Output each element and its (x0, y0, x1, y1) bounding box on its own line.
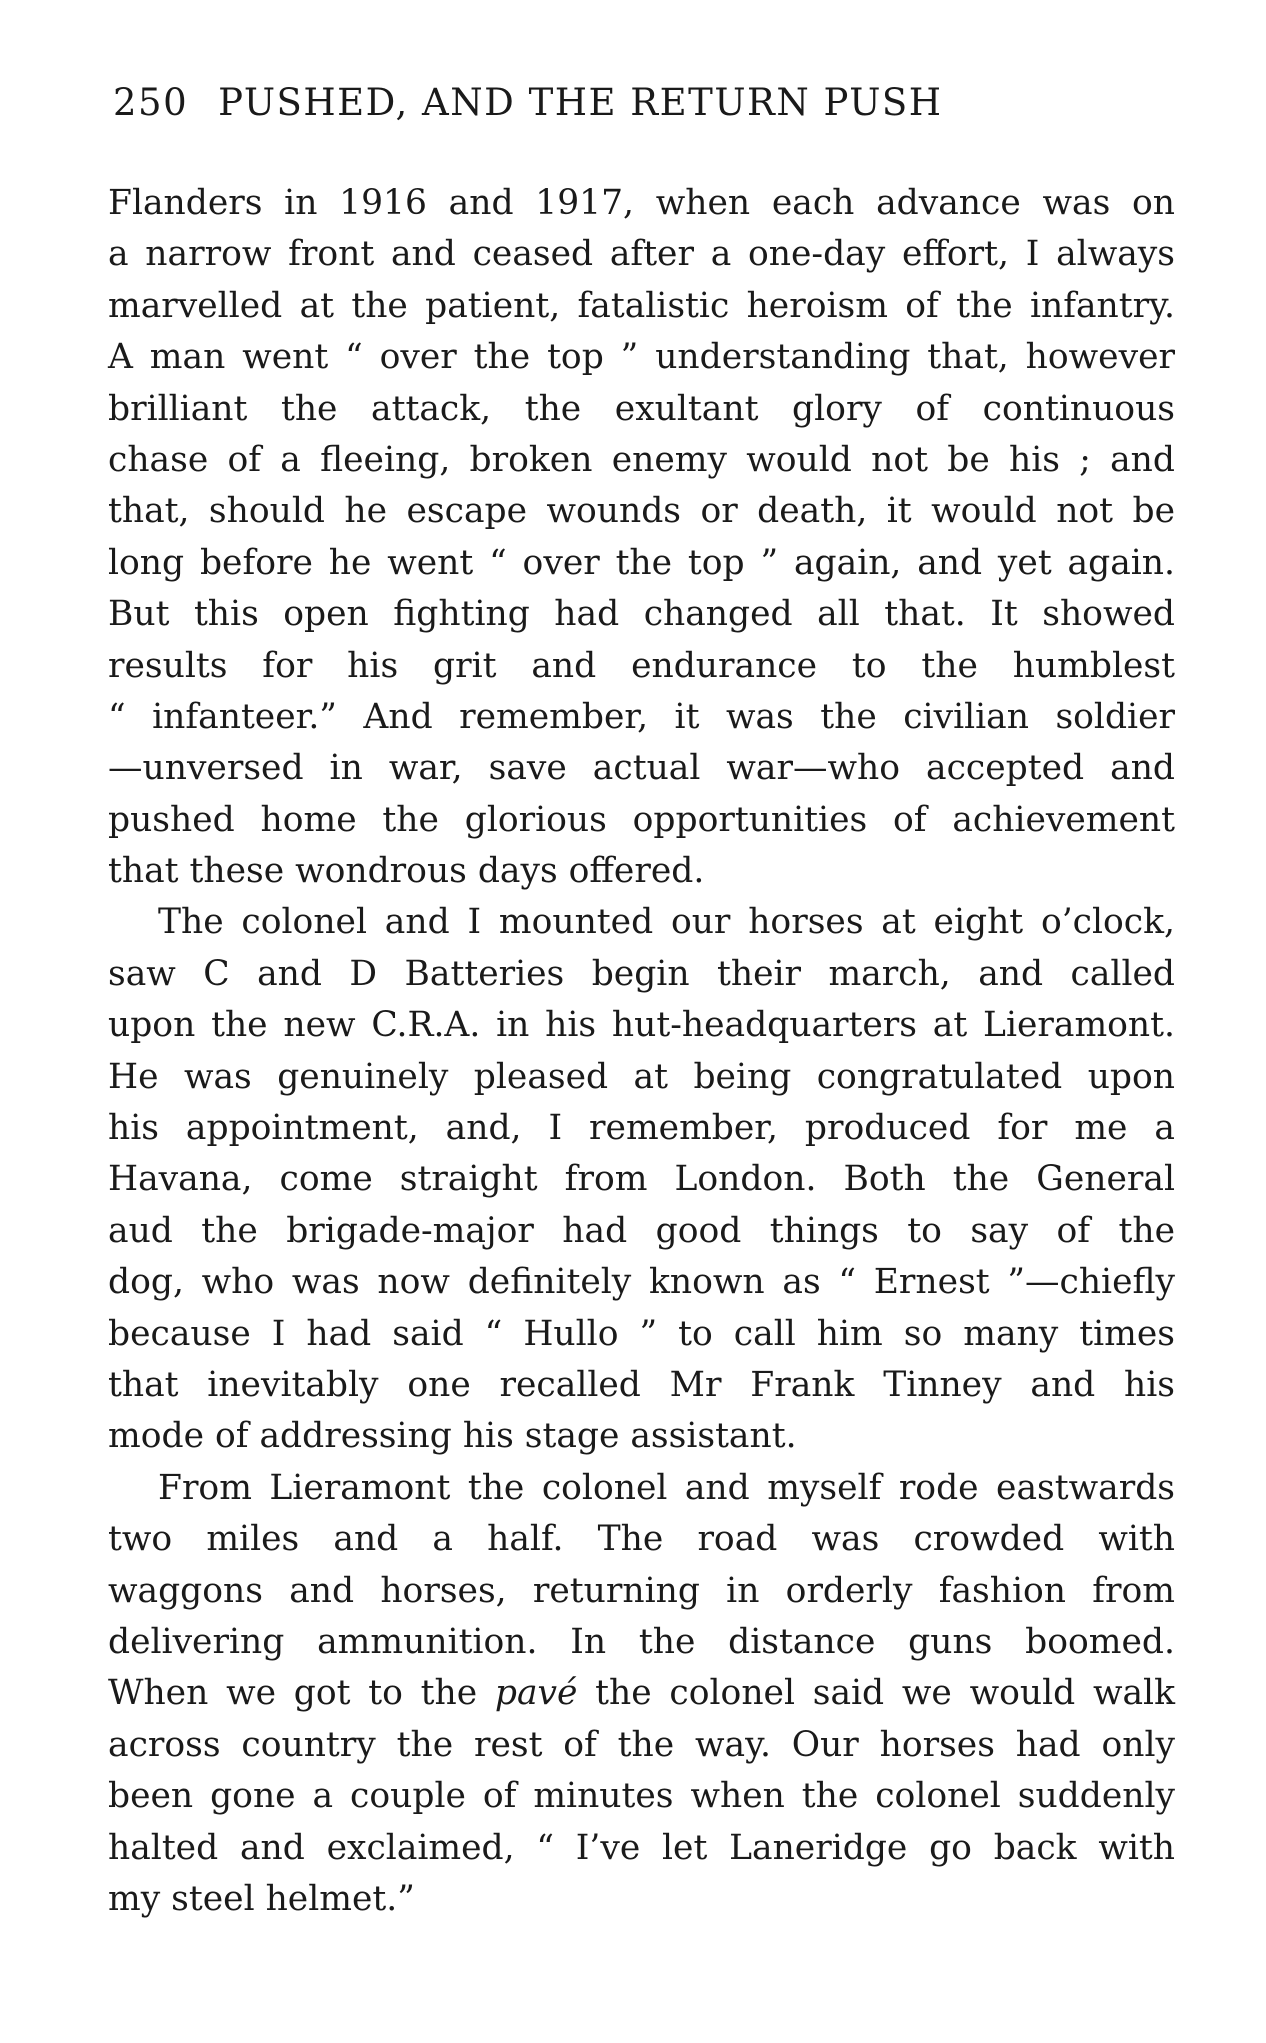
text-line: upon the new C.R.A. in his hut-headquarters at Lieramont. (108, 1005, 1175, 1046)
text-line: When we got to the pavé the colonel said we would walk (108, 1673, 1175, 1714)
text-line: that inevitably one recalled Mr Frank Tinney and his (108, 1364, 1175, 1405)
text-line: halted and exclaimed, “ I’ve let Laneridge go back with (108, 1827, 1175, 1868)
text-line: brilliant the attack, the exultant glory of continuous (108, 388, 1175, 429)
text-line: —unversed in war, save actual war—who accepted and (108, 748, 1175, 789)
text-line: because I had said “ Hullo ” to call him so many times (108, 1313, 1175, 1354)
text-line: his appointment, and, I remember, produced for me a (108, 1108, 1175, 1149)
text-line: long before he went “ over the top ” again, and yet again. (108, 542, 1175, 583)
text-line: marvelled at the patient, fatalistic heroism of the infantry. (108, 285, 1175, 326)
text-line: From Lieramont the colonel and myself rode eastwards (158, 1467, 1175, 1508)
text-line: mode of addressing his stage assistant. (108, 1416, 797, 1457)
text-line: my steel helmet.” (108, 1878, 415, 1919)
text-line: The colonel and I mounted our horses at eight o’clock, (158, 902, 1175, 943)
paragraph-2 (108, 897, 1175, 1462)
text-line: dog, who was now definitely known as “ Ernest ”—chiefly (108, 1262, 1175, 1303)
italic-word: pavé (494, 1673, 578, 1714)
paragraph-3 (108, 1463, 1175, 1926)
text-line: pushed home the glorious opportunities of achievement (108, 799, 1175, 840)
text-line: chase of a fleeing, broken enemy would not be his ; and (108, 439, 1175, 480)
page-number: 250 (113, 81, 189, 124)
text-line: that, should he escape wounds or death, it would not be (108, 491, 1175, 532)
text-line: Flanders in 1916 and 1917, when each advance was on (108, 183, 1175, 223)
text-line: saw C and D Batteries begin their march, and called (108, 953, 1175, 994)
text-line: waggons and horses, returning in orderly fashion from (108, 1570, 1175, 1611)
text-line: results for his grit and endurance to the humblest (108, 645, 1175, 686)
text-line: two miles and a half. The road was crowded with (108, 1519, 1175, 1560)
text-line: that these wondrous days offered. (108, 851, 705, 892)
text-line: across country the rest of the way. Our horses had only (108, 1724, 1175, 1765)
text-line: He was genuinely pleased at being congratulated upon (108, 1056, 1175, 1097)
text-line: aud the brigade-major had good things to say of the (108, 1210, 1175, 1251)
text-line: Havana, come straight from London. Both the General (108, 1159, 1175, 1200)
text-line: A man went “ over the top ” understanding that, however (108, 337, 1175, 378)
text-line: “ infanteer.” And remember, it was the civilian soldier (108, 696, 1175, 737)
text-line: a narrow front and ceased after a one-day effort, I always (108, 234, 1175, 275)
running-head (113, 81, 1173, 124)
text-line: been gone a couple of minutes when the colonel suddenly (108, 1776, 1175, 1817)
text-line: delivering ammunition. In the distance guns boomed. (108, 1621, 1175, 1662)
body-text (108, 178, 1175, 1925)
running-title: PUSHED, AND THE RETURN PUSH (218, 81, 943, 124)
paragraph-1 (108, 178, 1175, 897)
text-line: But this open fighting had changed all that. It showed (108, 594, 1175, 635)
